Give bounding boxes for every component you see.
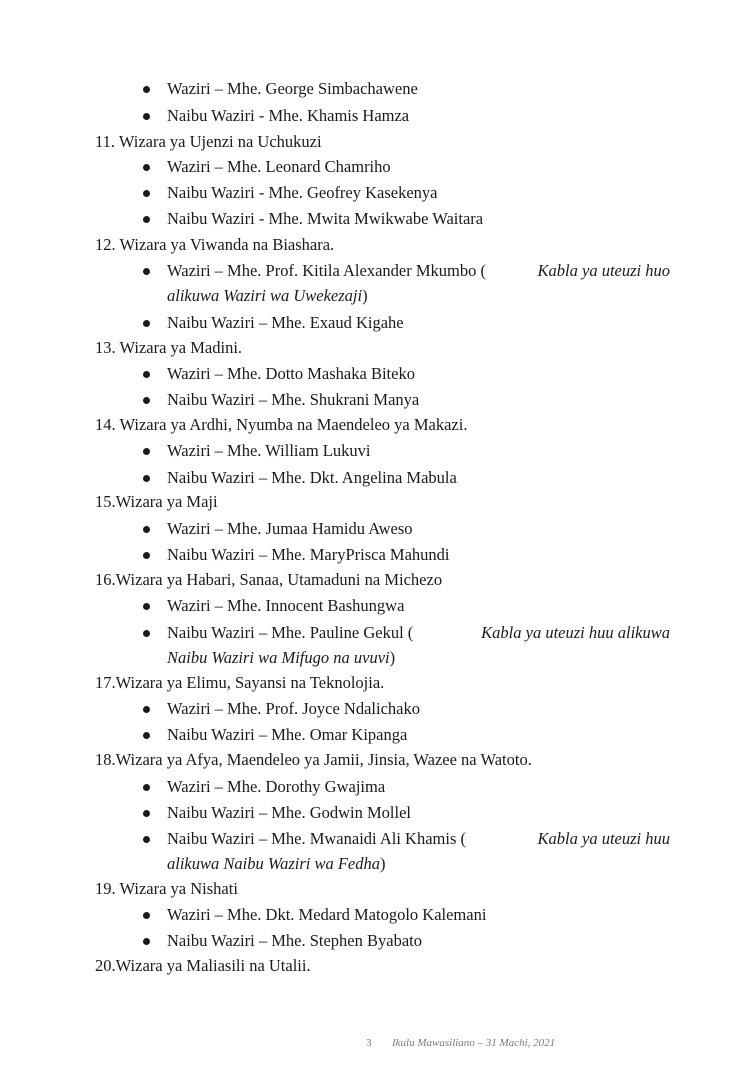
list-item-continuation bbox=[167, 286, 368, 306]
closing-paren: ) bbox=[380, 854, 386, 873]
bullet-icon bbox=[143, 732, 150, 739]
list-item: Naibu Waziri – Mhe. MaryPrisca Mahundi bbox=[167, 545, 450, 564]
list-item-continuation bbox=[167, 648, 395, 668]
footer-text: Ikulu Mawasiliano – 31 Machi, 2021 bbox=[392, 1037, 556, 1049]
bullet-icon bbox=[143, 86, 150, 93]
list-item: Waziri – Mhe. Dkt. Medard Matogolo Kalemani bbox=[167, 905, 487, 924]
ministry-heading: 14. Wizara ya Ardhi, Nyumba na Maendeleo ya Makazi. bbox=[95, 415, 468, 434]
list-item-note: Naibu Waziri wa Mifugo na uvuvi bbox=[167, 648, 390, 667]
list-item-note: Kabla ya uteuzi huu bbox=[537, 829, 670, 848]
list-item: Naibu Waziri - Mhe. Mwita Mwikwabe Waitara bbox=[167, 209, 484, 228]
closing-paren: ) bbox=[389, 648, 396, 667]
bullet-icon bbox=[143, 190, 150, 197]
ministry-heading: 11. Wizara ya Ujenzi na Uchukuzi bbox=[95, 132, 322, 151]
bullet-icon bbox=[143, 603, 150, 610]
list-item: Waziri – Mhe. Prof. Joyce Ndalichako bbox=[167, 699, 420, 718]
bullet-icon bbox=[143, 706, 150, 713]
list-item: Waziri – Mhe. Jumaa Hamidu Aweso bbox=[167, 519, 413, 538]
ministry-heading: 18.Wizara ya Afya, Maendeleo ya Jamii, Jinsia, Wazee na Watoto. bbox=[95, 750, 532, 769]
bullet-icon bbox=[143, 397, 150, 404]
list-item: Naibu Waziri – Mhe. Shukrani Manya bbox=[167, 390, 420, 409]
bullet-icon bbox=[143, 630, 150, 637]
list-item-text: Waziri – Mhe. Prof. Kitila Alexander Mkumbo ( bbox=[167, 261, 486, 280]
bullet-icon bbox=[143, 216, 150, 223]
list-item-text: Naibu Waziri – Mhe. Mwanaidi Ali Khamis ( bbox=[167, 829, 466, 848]
list-item-note: Kabla ya uteuzi huo bbox=[537, 261, 670, 280]
list-item bbox=[167, 261, 670, 281]
bullet-icon bbox=[143, 371, 150, 378]
bullet-icon bbox=[143, 164, 150, 171]
list-item-text: Naibu Waziri – Mhe. Pauline Gekul ( bbox=[167, 623, 414, 642]
list-item: Naibu Waziri – Mhe. Godwin Mollel bbox=[167, 803, 411, 822]
list-item: Naibu Waziri – Mhe. Dkt. Angelina Mabula bbox=[167, 468, 457, 487]
bullet-icon bbox=[143, 810, 150, 817]
ministry-heading: 20.Wizara ya Maliasili na Utalii. bbox=[95, 956, 311, 975]
ministry-heading: 17.Wizara ya Elimu, Sayansi na Teknolojia. bbox=[95, 673, 385, 692]
ministry-heading: 19. Wizara ya Nishati bbox=[95, 879, 238, 898]
list-item: Waziri – Mhe. Leonard Chamriho bbox=[167, 157, 391, 176]
closing-paren: ) bbox=[362, 286, 368, 305]
bullet-icon bbox=[143, 320, 150, 327]
ministry-heading: 15.Wizara ya Maji bbox=[95, 492, 218, 511]
bullet-icon bbox=[143, 938, 150, 945]
bullet-icon bbox=[143, 552, 150, 559]
bullet-icon bbox=[143, 836, 150, 843]
list-item: Naibu Waziri – Mhe. Omar Kipanga bbox=[167, 725, 408, 744]
bullet-icon bbox=[143, 448, 150, 455]
list-item-continuation bbox=[167, 854, 386, 874]
list-item: Naibu Waziri - Mhe. Khamis Hamza bbox=[167, 106, 410, 125]
list-item: Waziri – Mhe. Dorothy Gwajima bbox=[167, 777, 386, 796]
list-item: Naibu Waziri – Mhe. Stephen Byabato bbox=[167, 931, 422, 950]
list-item bbox=[167, 623, 670, 643]
list-item-note: Kabla ya uteuzi huu alikuwa bbox=[481, 623, 670, 642]
list-item bbox=[167, 829, 670, 849]
list-item-note: alikuwa Naibu Waziri wa Fedha bbox=[167, 854, 380, 873]
page-number: 3 bbox=[366, 1037, 372, 1049]
bullet-icon bbox=[143, 784, 150, 791]
list-item: Waziri – Mhe. Innocent Bashungwa bbox=[167, 596, 405, 615]
list-item: Waziri – Mhe. George Simbachawene bbox=[167, 79, 418, 98]
bullet-icon bbox=[143, 268, 150, 275]
list-item: Naibu Waziri – Mhe. Exaud Kigahe bbox=[167, 313, 404, 332]
list-item-note: alikuwa Waziri wa Uwekezaji bbox=[167, 286, 363, 305]
bullet-icon bbox=[143, 912, 150, 919]
ministry-heading: 16.Wizara ya Habari, Sanaa, Utamaduni na Michezo bbox=[95, 570, 443, 589]
ministry-heading: 13. Wizara ya Madini. bbox=[95, 338, 243, 357]
bullet-icon bbox=[143, 475, 150, 482]
list-item: Waziri – Mhe. Dotto Mashaka Biteko bbox=[167, 364, 415, 383]
list-item: Waziri – Mhe. William Lukuvi bbox=[167, 441, 371, 460]
bullet-icon bbox=[143, 113, 150, 120]
ministry-heading: 12. Wizara ya Viwanda na Biashara. bbox=[95, 235, 335, 254]
list-item: Naibu Waziri - Mhe. Geofrey Kasekenya bbox=[167, 183, 438, 202]
bullet-icon bbox=[143, 526, 150, 533]
